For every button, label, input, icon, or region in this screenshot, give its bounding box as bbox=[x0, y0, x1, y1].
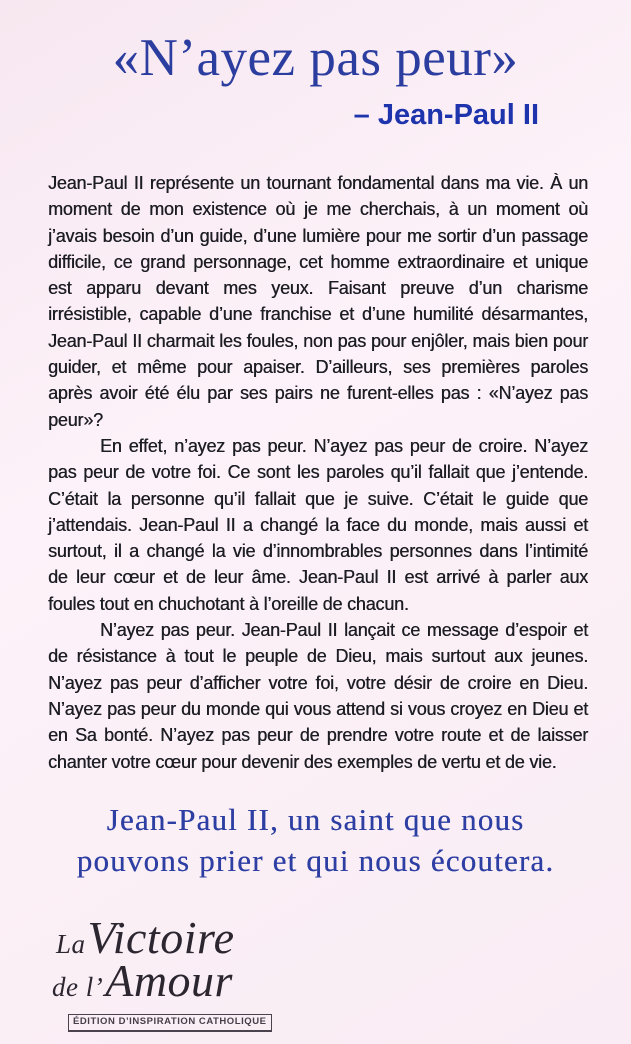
closing-line: pouvons prier et qui nous écoutera. bbox=[76, 842, 555, 878]
logo-line-2 bbox=[52, 954, 256, 1007]
publisher-tagline: ÉDITION D’INSPIRATION CATHOLIQUE bbox=[68, 1014, 272, 1032]
paragraph: Jean-Paul II représente un tournant fondamental dans ma vie. À un moment de mon existence où je me cherchais, à un moment où j’avais besoin d’un guide, d’une lumière pour me sortir d’un passage difficile, ce grand personnage, cet homme extraordinaire et unique est apparu devant mes yeux. Faisant preuve d’un charisme irrésistible, capable d’une franchise et d’une humilité désarmantes, Jean-Paul II charmait les foules, non pas pour enjôler, mais bien pour guider, et même pour apaiser. D’ailleurs, ses premières paroles après avoir été élu par ses pairs ne furent-elles pas : «N’ayez pas peur»? bbox=[48, 173, 588, 430]
quote-attribution: – Jean-Paul II bbox=[353, 99, 539, 131]
closing-line: Jean-Paul II, un saint que nous bbox=[106, 801, 525, 837]
header bbox=[0, 0, 631, 130]
logo-word-victoire: Victoire bbox=[87, 911, 235, 963]
closing-statement bbox=[0, 799, 631, 881]
logo-word-la: La bbox=[56, 928, 86, 959]
page-title: «N’ayez pas peur» bbox=[112, 29, 519, 87]
paragraph: En effet, n’ayez pas peur. N’ayez pas peur de croire. N’ayez pas peur de votre foi. Ce sont les paroles qu’il fallait que j’entende. C’était la personne qu’il fallait que je suive. C’était le guide que j’attendais. Jean-Paul II a changé la face du monde, mais aussi et surtout, il a changé la vie d’innombrables personnes dans l’intimité de leur cœur et de leur âme. Jean-Paul II est arrivé à parler aux foules tout en chuchotant à l’oreille de chacun. bbox=[48, 435, 588, 614]
logo-word-de-l: de l’ bbox=[52, 971, 104, 1002]
paragraph: N’ayez pas peur. Jean-Paul II lançait ce message d’espoir et de résistance à tout le peuple de Dieu, mais surtout aux jeunes. N’ayez pas peur d’afficher votre foi, votre désir de croire en Dieu. N’ayez pas peur du monde qui vous attend si vous croyez en Dieu et en Sa bonté. N’ayez pas peur de prendre votre route et de laisser chanter votre cœur pour devenir des exemples de vertu et de vie. bbox=[48, 620, 588, 772]
logo-word-amour: Amour bbox=[105, 954, 233, 1006]
publisher-logo bbox=[52, 911, 267, 1032]
body-text bbox=[48, 170, 588, 775]
